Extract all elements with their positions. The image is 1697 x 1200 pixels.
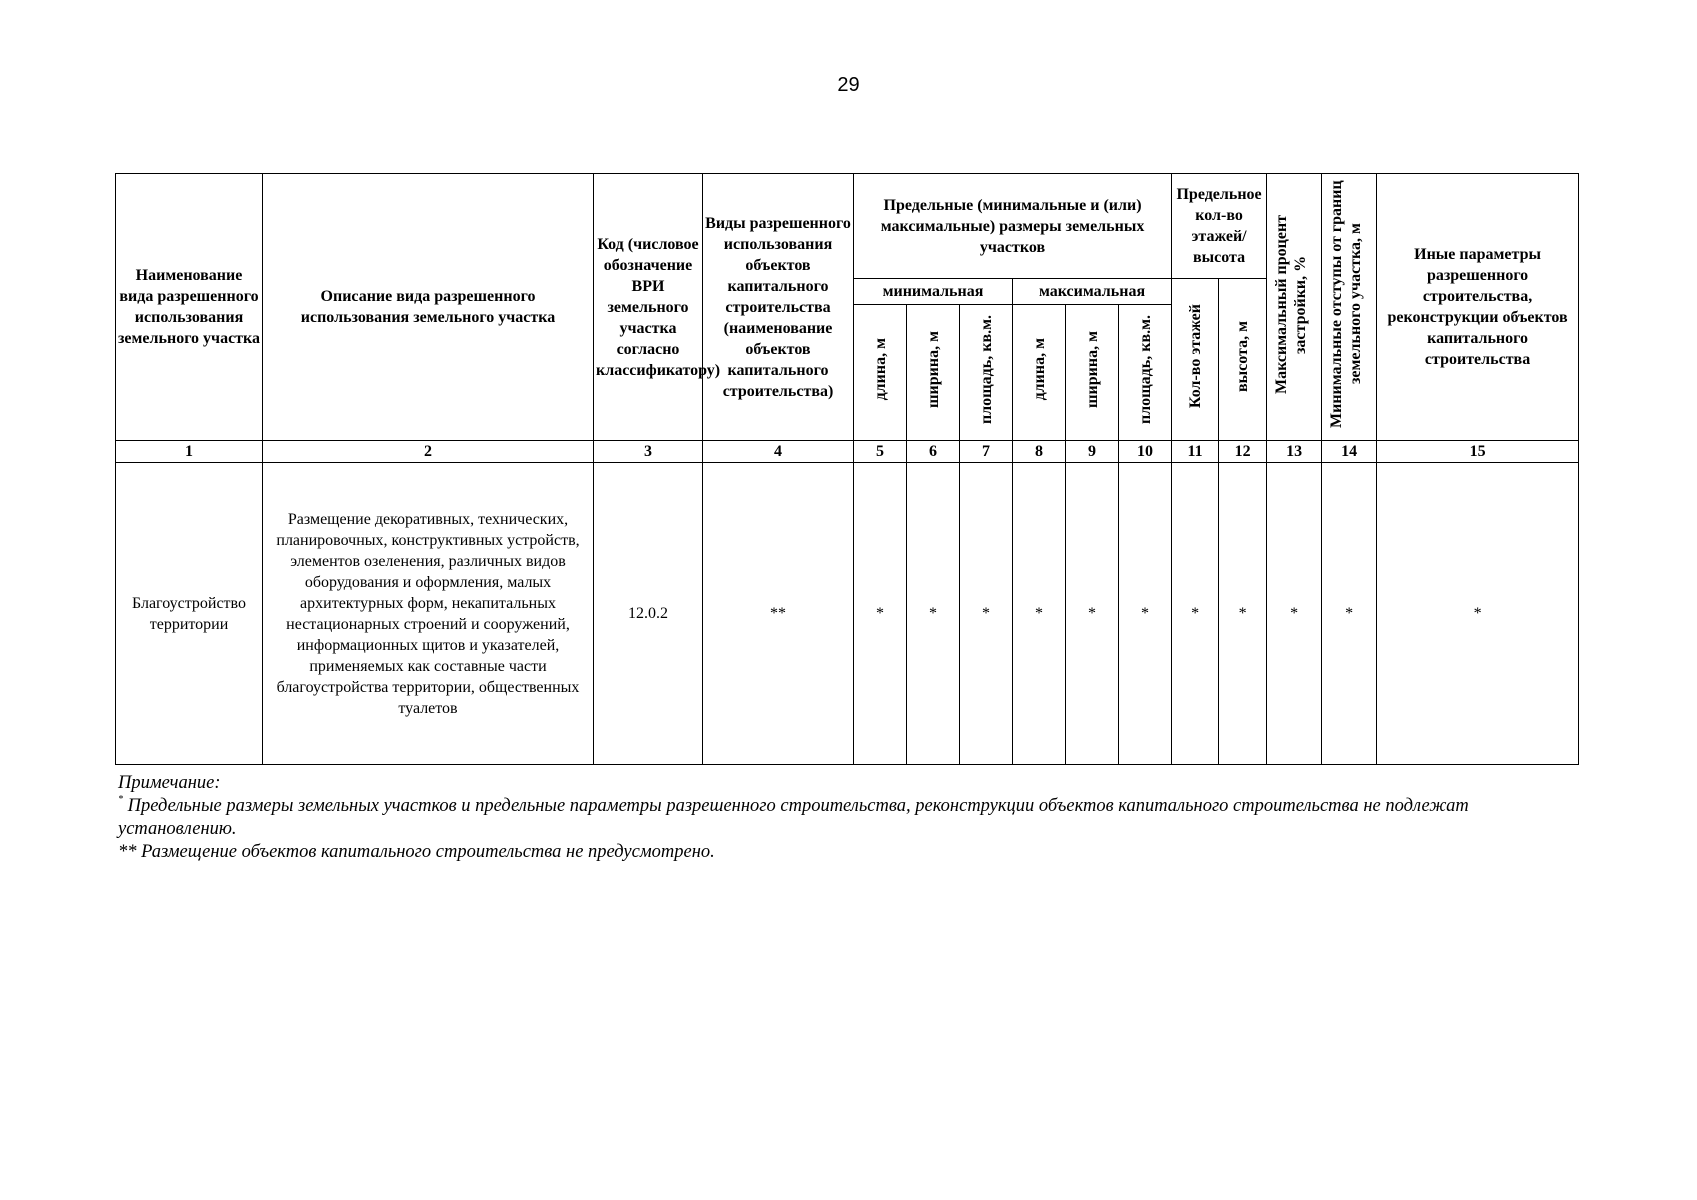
header-floors-cell xyxy=(1172,279,1219,441)
note-1-marker: * xyxy=(118,794,123,805)
cell-min-width: * xyxy=(907,463,960,765)
page-number: 29 xyxy=(837,74,860,96)
header-height: высота, м xyxy=(1234,321,1252,392)
land-use-table xyxy=(115,173,1579,765)
header-build-percent: Максимальный процент застройки, % xyxy=(1273,214,1310,394)
column-number: 14 xyxy=(1322,441,1377,463)
cell-other-params: * xyxy=(1377,463,1579,765)
header-max-length: длина, м xyxy=(1030,338,1048,401)
table-row xyxy=(116,463,1579,765)
column-number: 11 xyxy=(1172,441,1219,463)
cell-floors: * xyxy=(1172,463,1219,765)
column-number: 4 xyxy=(703,441,854,463)
header-min-group: минимальная xyxy=(854,279,1013,305)
notes-block xyxy=(118,772,1568,864)
header-max-width-cell xyxy=(1066,305,1119,441)
column-number: 8 xyxy=(1013,441,1066,463)
cell-max-width: * xyxy=(1066,463,1119,765)
header-oks-types: Виды разрешенного использования объектов капитального строительства (наименование объектов капитального строительства) xyxy=(703,174,854,441)
column-number: 2 xyxy=(263,441,594,463)
column-number: 1 xyxy=(116,441,263,463)
header-min-width: ширина, м xyxy=(924,331,942,408)
header-code: Код (числовое обозначение ВРИ земельного участка согласно классификатору) xyxy=(594,174,703,441)
cell-build-percent: * xyxy=(1267,463,1322,765)
column-number: 10 xyxy=(1119,441,1172,463)
header-max-area-cell xyxy=(1119,305,1172,441)
header-height-cell xyxy=(1219,279,1267,441)
column-number: 7 xyxy=(960,441,1013,463)
header-min-area-cell xyxy=(960,305,1013,441)
column-number: 6 xyxy=(907,441,960,463)
header-max-group: максимальная xyxy=(1013,279,1172,305)
header-build-percent-cell xyxy=(1267,174,1322,441)
cell-height: * xyxy=(1219,463,1267,765)
cell-max-area: * xyxy=(1119,463,1172,765)
cell-code: 12.0.2 xyxy=(594,463,703,765)
header-max-width: ширина, м xyxy=(1083,331,1101,408)
cell-description: Размещение декоративных, технических, планировочных, конструктивных устройств, элементов озеленения, различных видов оборудования и оформления, малых архитектурных форм, некапитальных нестационарных строений и сооружений, информационных щитов и указателей, применяемых как составные части благоустройства территории, общественных туалетов xyxy=(263,463,594,765)
header-plot-sizes-group: Предельные (минимальные и (или) максимальные) размеры земельных участков xyxy=(854,174,1172,279)
cell-setbacks: * xyxy=(1322,463,1377,765)
note-1 xyxy=(118,795,1568,841)
cell-name: Благоустройство территории xyxy=(116,463,263,765)
column-numbers-row xyxy=(116,441,1579,463)
header-min-length: длина, м xyxy=(871,338,889,401)
cell-min-area: * xyxy=(960,463,1013,765)
header-floors-group: Предельное кол-во этажей/ высота xyxy=(1172,174,1267,279)
column-number: 13 xyxy=(1267,441,1322,463)
header-setbacks: Минимальные отступы от границ земельного участка, м xyxy=(1328,180,1365,428)
header-min-length-cell xyxy=(854,305,907,441)
header-setbacks-cell xyxy=(1322,174,1377,441)
note-2: ** Размещение объектов капитального строительства не предусмотрено. xyxy=(118,842,715,862)
column-number: 15 xyxy=(1377,441,1579,463)
column-number: 12 xyxy=(1219,441,1267,463)
header-max-length-cell xyxy=(1013,305,1066,441)
note-1-text: Предельные размеры земельных участков и предельные параметры разрешенного строительства, реконструкции объектов капитального строительства не подлежат установлению. xyxy=(118,796,1469,839)
header-floors: Кол-во этажей xyxy=(1186,304,1204,409)
header-name: Наименование вида разрешенного использования земельного участка xyxy=(116,174,263,441)
column-number: 3 xyxy=(594,441,703,463)
cell-oks-types: ** xyxy=(703,463,854,765)
header-max-area: площадь, кв.м. xyxy=(1136,314,1154,424)
notes-title: Примечание: xyxy=(118,773,221,793)
header-min-area: площадь, кв.м. xyxy=(977,314,995,424)
header-min-width-cell xyxy=(907,305,960,441)
cell-max-length: * xyxy=(1013,463,1066,765)
header-other-params: Иные параметры разрешенного строительства, реконструкции объектов капитального строительства xyxy=(1377,174,1579,441)
column-number: 9 xyxy=(1066,441,1119,463)
header-description: Описание вида разрешенного использования земельного участка xyxy=(263,174,594,441)
column-number: 5 xyxy=(854,441,907,463)
cell-min-length: * xyxy=(854,463,907,765)
header-row-1 xyxy=(116,174,1579,279)
